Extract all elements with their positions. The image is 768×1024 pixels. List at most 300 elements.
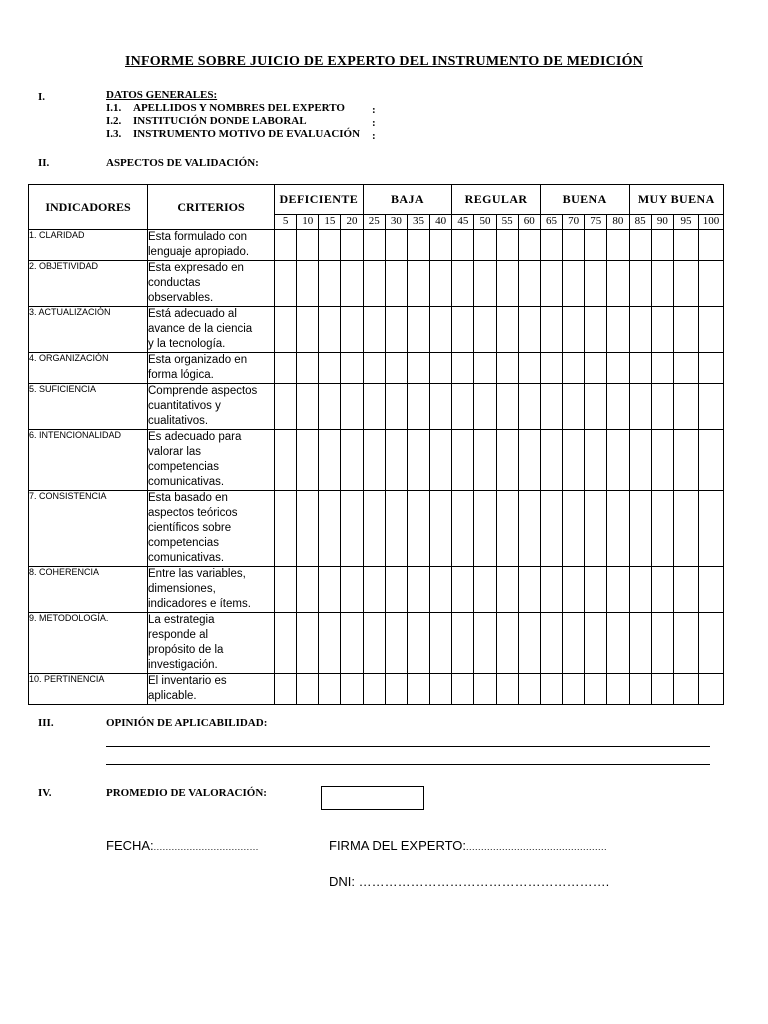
- dni-label: DNI:: [329, 874, 355, 889]
- score-cell[interactable]: [651, 384, 673, 430]
- indicator-cell: 2. OBJETIVIDAD: [29, 261, 148, 307]
- score-header: 20: [341, 215, 363, 230]
- score-cell[interactable]: [629, 307, 651, 353]
- score-cell[interactable]: [540, 430, 562, 491]
- criterion-line: avance de la ciencia: [148, 323, 253, 335]
- score-cell[interactable]: [540, 567, 562, 613]
- score-cell[interactable]: [385, 430, 407, 491]
- criterion-line: aspectos teóricos: [148, 507, 238, 519]
- score-cell[interactable]: [651, 430, 673, 491]
- criterion-line: El inventario es: [148, 675, 227, 687]
- score-cell[interactable]: [363, 307, 385, 353]
- score-cell[interactable]: [407, 674, 429, 705]
- score-cell[interactable]: [474, 491, 496, 567]
- criterion-line: investigación.: [148, 659, 218, 671]
- score-cell[interactable]: [496, 261, 518, 307]
- criterion-line: comunicativas.: [148, 476, 225, 488]
- score-cell[interactable]: [452, 230, 474, 261]
- score-cell[interactable]: [297, 430, 319, 491]
- score-header: 90: [651, 215, 673, 230]
- score-cell[interactable]: [474, 384, 496, 430]
- score-cell[interactable]: [585, 353, 607, 384]
- criterion-line: y la tecnología.: [148, 338, 226, 350]
- score-cell[interactable]: [673, 613, 698, 674]
- score-cell[interactable]: [585, 613, 607, 674]
- score-cell[interactable]: [275, 261, 297, 307]
- score-cell[interactable]: [275, 430, 297, 491]
- score-cell[interactable]: [474, 230, 496, 261]
- score-cell[interactable]: [452, 674, 474, 705]
- criterion-line: cuantitativos y: [148, 400, 221, 412]
- score-cell[interactable]: [452, 261, 474, 307]
- score-cell[interactable]: [430, 353, 452, 384]
- criterion-cell: [148, 230, 275, 261]
- score-header: 55: [496, 215, 518, 230]
- score-cell[interactable]: [407, 491, 429, 567]
- score-header: 85: [629, 215, 651, 230]
- table-row: [29, 307, 724, 353]
- criterion-line: conductas: [148, 277, 201, 289]
- criterion-line: competencias: [148, 461, 219, 473]
- score-cell[interactable]: [651, 491, 673, 567]
- score-cell[interactable]: [275, 674, 297, 705]
- score-cell[interactable]: [673, 261, 698, 307]
- score-cell[interactable]: [385, 230, 407, 261]
- score-cell[interactable]: [452, 430, 474, 491]
- score-cell[interactable]: [563, 307, 585, 353]
- score-cell[interactable]: [518, 307, 540, 353]
- score-cell[interactable]: [452, 353, 474, 384]
- score-cell[interactable]: [474, 613, 496, 674]
- score-cell[interactable]: [297, 674, 319, 705]
- score-cell[interactable]: [651, 567, 673, 613]
- score-cell[interactable]: [540, 613, 562, 674]
- score-cell[interactable]: [673, 430, 698, 491]
- score-cell[interactable]: [698, 613, 723, 674]
- score-cell[interactable]: [275, 567, 297, 613]
- criterion-line: forma lógica.: [148, 369, 214, 381]
- score-cell[interactable]: [363, 491, 385, 567]
- table-row: [29, 261, 724, 307]
- score-cell[interactable]: [540, 261, 562, 307]
- score-cell[interactable]: [297, 230, 319, 261]
- score-header: 45: [452, 215, 474, 230]
- fecha-field[interactable]: [106, 838, 259, 853]
- criterion-cell: [148, 430, 275, 491]
- score-cell[interactable]: [496, 430, 518, 491]
- score-cell[interactable]: [297, 261, 319, 307]
- institution-label: INSTITUCIÓN DONDE LABORAL: [133, 115, 307, 127]
- colon: :: [372, 130, 376, 142]
- score-cell[interactable]: [341, 491, 363, 567]
- score-cell[interactable]: [673, 491, 698, 567]
- item-code: I.1.: [106, 102, 122, 114]
- score-cell[interactable]: [319, 674, 341, 705]
- score-cell[interactable]: [518, 353, 540, 384]
- indicator-cell: 5. SUFICIENCIA: [29, 384, 148, 430]
- score-cell[interactable]: [698, 261, 723, 307]
- section-3-heading: OPINIÓN DE APLICABILIDAD:: [106, 717, 268, 729]
- item-code: I.3.: [106, 128, 122, 140]
- score-cell[interactable]: [540, 307, 562, 353]
- indicator-cell: 4. ORGANIZACIÓN: [29, 353, 148, 384]
- score-cell[interactable]: [363, 567, 385, 613]
- score-cell[interactable]: [496, 491, 518, 567]
- criterion-line: Es adecuado para: [148, 431, 242, 443]
- score-cell[interactable]: [496, 230, 518, 261]
- score-cell[interactable]: [607, 674, 629, 705]
- score-cell[interactable]: [385, 353, 407, 384]
- score-cell[interactable]: [430, 384, 452, 430]
- criterion-cell: [148, 613, 275, 674]
- score-cell[interactable]: [474, 353, 496, 384]
- criterion-line: Comprende aspectos: [148, 385, 258, 397]
- criterion-line: valorar las: [148, 446, 202, 458]
- score-cell[interactable]: [698, 307, 723, 353]
- score-cell[interactable]: [319, 307, 341, 353]
- score-cell[interactable]: [297, 384, 319, 430]
- score-cell[interactable]: [341, 430, 363, 491]
- score-cell[interactable]: [496, 567, 518, 613]
- score-cell[interactable]: [430, 261, 452, 307]
- score-cell[interactable]: [607, 430, 629, 491]
- firma-dots: ...............................................: [466, 842, 608, 852]
- score-cell[interactable]: [563, 230, 585, 261]
- score-cell[interactable]: [319, 430, 341, 491]
- score-cell[interactable]: [341, 384, 363, 430]
- score-cell[interactable]: [319, 613, 341, 674]
- score-cell[interactable]: [698, 674, 723, 705]
- score-cell[interactable]: [385, 491, 407, 567]
- score-cell[interactable]: [673, 384, 698, 430]
- score-cell[interactable]: [673, 353, 698, 384]
- score-cell[interactable]: [297, 491, 319, 567]
- score-cell[interactable]: [585, 674, 607, 705]
- score-header: 65: [540, 215, 562, 230]
- score-cell[interactable]: [430, 430, 452, 491]
- score-cell[interactable]: [319, 353, 341, 384]
- score-cell[interactable]: [698, 430, 723, 491]
- score-header: 95: [673, 215, 698, 230]
- score-cell[interactable]: [407, 567, 429, 613]
- criterion-line: Entre las variables,: [148, 568, 246, 580]
- header-criterios: CRITERIOS: [148, 185, 275, 230]
- score-cell[interactable]: [607, 613, 629, 674]
- score-cell[interactable]: [563, 613, 585, 674]
- score-cell[interactable]: [518, 261, 540, 307]
- score-cell[interactable]: [518, 674, 540, 705]
- score-cell[interactable]: [629, 353, 651, 384]
- score-cell[interactable]: [563, 261, 585, 307]
- score-cell[interactable]: [407, 430, 429, 491]
- score-header: 75: [585, 215, 607, 230]
- score-cell[interactable]: [629, 491, 651, 567]
- section-4-heading: PROMEDIO DE VALORACIÓN:: [106, 787, 267, 799]
- score-cell[interactable]: [275, 353, 297, 384]
- score-cell[interactable]: [698, 567, 723, 613]
- opinion-line-2[interactable]: [106, 764, 710, 765]
- score-cell[interactable]: [275, 384, 297, 430]
- score-cell[interactable]: [698, 230, 723, 261]
- score-cell[interactable]: [407, 230, 429, 261]
- score-cell[interactable]: [496, 353, 518, 384]
- indicator-cell: 10. PERTINENCIA: [29, 674, 148, 705]
- score-cell[interactable]: [607, 230, 629, 261]
- criterion-line: aplicable.: [148, 690, 197, 702]
- criterion-line: Esta expresado en: [148, 262, 244, 274]
- colon: :: [372, 117, 376, 129]
- score-cell[interactable]: [341, 353, 363, 384]
- score-cell[interactable]: [407, 353, 429, 384]
- score-cell[interactable]: [673, 567, 698, 613]
- score-cell[interactable]: [363, 384, 385, 430]
- score-header: 10: [297, 215, 319, 230]
- score-cell[interactable]: [385, 307, 407, 353]
- table-row: [29, 613, 724, 674]
- score-cell[interactable]: [275, 307, 297, 353]
- section-1-heading: DATOS GENERALES:: [106, 89, 218, 101]
- score-cell[interactable]: [518, 613, 540, 674]
- score-cell[interactable]: [651, 261, 673, 307]
- score-cell[interactable]: [430, 491, 452, 567]
- score-cell[interactable]: [319, 491, 341, 567]
- score-cell[interactable]: [385, 261, 407, 307]
- score-header: 25: [363, 215, 385, 230]
- score-cell[interactable]: [629, 261, 651, 307]
- score-header: 5: [275, 215, 297, 230]
- score-cell[interactable]: [629, 674, 651, 705]
- score-cell[interactable]: [518, 384, 540, 430]
- score-cell[interactable]: [563, 491, 585, 567]
- score-cell[interactable]: [363, 230, 385, 261]
- score-cell[interactable]: [629, 613, 651, 674]
- colon: :: [372, 104, 376, 116]
- score-cell[interactable]: [607, 567, 629, 613]
- score-cell[interactable]: [518, 230, 540, 261]
- score-cell[interactable]: [585, 430, 607, 491]
- score-header: 40: [430, 215, 452, 230]
- score-cell[interactable]: [607, 353, 629, 384]
- score-cell[interactable]: [430, 230, 452, 261]
- score-cell[interactable]: [585, 491, 607, 567]
- score-cell[interactable]: [341, 567, 363, 613]
- score-header: 50: [474, 215, 496, 230]
- score-header: 30: [385, 215, 407, 230]
- score-cell[interactable]: [563, 353, 585, 384]
- score-cell[interactable]: [452, 491, 474, 567]
- score-cell[interactable]: [275, 491, 297, 567]
- criterion-line: Está adecuado al: [148, 308, 237, 320]
- section-3-number: III.: [38, 717, 54, 729]
- score-cell[interactable]: [297, 567, 319, 613]
- score-cell[interactable]: [319, 230, 341, 261]
- firma-field[interactable]: [329, 838, 607, 853]
- score-cell[interactable]: [651, 307, 673, 353]
- score-header: 35: [407, 215, 429, 230]
- criterion-line: competencias: [148, 537, 219, 549]
- criterion-cell: [148, 384, 275, 430]
- criterion-line: observables.: [148, 292, 214, 304]
- score-cell[interactable]: [651, 674, 673, 705]
- item-code: I.2.: [106, 115, 122, 127]
- score-cell[interactable]: [385, 613, 407, 674]
- score-cell[interactable]: [319, 567, 341, 613]
- indicator-cell: 9. METODOLOGÍA.: [29, 613, 148, 674]
- criterion-line: Esta formulado con: [148, 231, 248, 243]
- indicator-cell: 7. CONSISTENCIA: [29, 491, 148, 567]
- score-cell[interactable]: [430, 307, 452, 353]
- score-cell[interactable]: [496, 674, 518, 705]
- score-cell[interactable]: [629, 430, 651, 491]
- score-cell[interactable]: [585, 384, 607, 430]
- table-row: [29, 353, 724, 384]
- score-cell[interactable]: [363, 353, 385, 384]
- score-cell[interactable]: [585, 567, 607, 613]
- score-cell[interactable]: [540, 230, 562, 261]
- header-muy-buena: MUY BUENA: [629, 185, 724, 215]
- score-cell[interactable]: [363, 613, 385, 674]
- score-cell[interactable]: [607, 261, 629, 307]
- score-cell[interactable]: [275, 230, 297, 261]
- score-cell[interactable]: [629, 567, 651, 613]
- score-cell[interactable]: [297, 613, 319, 674]
- score-cell[interactable]: [698, 384, 723, 430]
- criterion-line: Esta organizado en: [148, 354, 248, 366]
- score-cell[interactable]: [452, 384, 474, 430]
- score-cell[interactable]: [407, 384, 429, 430]
- score-cell[interactable]: [452, 567, 474, 613]
- score-cell[interactable]: [385, 567, 407, 613]
- score-cell[interactable]: [452, 307, 474, 353]
- criterion-line: propósito de la: [148, 644, 224, 656]
- score-cell[interactable]: [673, 230, 698, 261]
- score-cell[interactable]: [430, 567, 452, 613]
- score-cell[interactable]: [341, 613, 363, 674]
- score-cell[interactable]: [607, 491, 629, 567]
- dni-field[interactable]: [329, 874, 609, 889]
- score-cell[interactable]: [540, 353, 562, 384]
- criterion-cell: [148, 307, 275, 353]
- criterion-cell: [148, 567, 275, 613]
- score-cell[interactable]: [563, 674, 585, 705]
- score-cell[interactable]: [341, 261, 363, 307]
- expert-name-label: APELLIDOS Y NOMBRES DEL EXPERTO: [133, 102, 345, 114]
- score-cell[interactable]: [563, 384, 585, 430]
- score-cell[interactable]: [474, 567, 496, 613]
- score-cell[interactable]: [385, 674, 407, 705]
- table-row: [29, 567, 724, 613]
- score-cell[interactable]: [563, 430, 585, 491]
- score-cell[interactable]: [496, 384, 518, 430]
- score-cell[interactable]: [496, 613, 518, 674]
- instrument-label: INSTRUMENTO MOTIVO DE EVALUACIÓN: [133, 128, 361, 140]
- score-cell[interactable]: [363, 674, 385, 705]
- score-cell[interactable]: [363, 261, 385, 307]
- header-indicadores: INDICADORES: [29, 185, 148, 230]
- criterion-line: La estrategia: [148, 614, 215, 626]
- table-row: [29, 674, 724, 705]
- score-cell[interactable]: [673, 307, 698, 353]
- indicator-cell: 6. INTENCIONALIDAD: [29, 430, 148, 491]
- score-cell[interactable]: [430, 613, 452, 674]
- score-cell[interactable]: [698, 353, 723, 384]
- opinion-line-1[interactable]: [106, 746, 710, 747]
- score-cell[interactable]: [430, 674, 452, 705]
- section-1-number: I.: [38, 91, 46, 103]
- score-cell[interactable]: [319, 261, 341, 307]
- score-cell[interactable]: [496, 307, 518, 353]
- score-cell[interactable]: [607, 307, 629, 353]
- score-cell[interactable]: [407, 261, 429, 307]
- average-score-box[interactable]: [321, 786, 424, 810]
- section-4-number: IV.: [38, 787, 52, 799]
- section-2-number: II.: [38, 157, 50, 169]
- table-row: [29, 491, 724, 567]
- criterion-cell: [148, 674, 275, 705]
- score-cell[interactable]: [563, 567, 585, 613]
- score-cell[interactable]: [341, 674, 363, 705]
- fecha-label: FECHA:: [106, 838, 154, 853]
- score-cell[interactable]: [585, 261, 607, 307]
- section-2-heading: ASPECTOS DE VALIDACIÓN:: [106, 157, 259, 169]
- score-cell[interactable]: [341, 230, 363, 261]
- score-cell[interactable]: [651, 353, 673, 384]
- criterion-line: cualitativos.: [148, 415, 209, 427]
- score-cell[interactable]: [407, 307, 429, 353]
- score-cell[interactable]: [297, 353, 319, 384]
- criterion-cell: [148, 491, 275, 567]
- score-header: 70: [563, 215, 585, 230]
- criterion-line: indicadores e ítems.: [148, 598, 251, 610]
- score-cell[interactable]: [540, 674, 562, 705]
- score-cell[interactable]: [540, 491, 562, 567]
- score-cell[interactable]: [452, 613, 474, 674]
- score-cell[interactable]: [629, 230, 651, 261]
- score-cell[interactable]: [585, 230, 607, 261]
- score-cell[interactable]: [474, 430, 496, 491]
- score-cell[interactable]: [518, 567, 540, 613]
- score-cell[interactable]: [518, 491, 540, 567]
- score-cell[interactable]: [474, 261, 496, 307]
- firma-label: FIRMA DEL EXPERTO:: [329, 838, 467, 853]
- criterion-line: comunicativas.: [148, 552, 225, 564]
- score-cell[interactable]: [585, 307, 607, 353]
- fecha-dots: ...................................: [153, 842, 259, 852]
- score-cell[interactable]: [385, 384, 407, 430]
- score-cell[interactable]: [540, 384, 562, 430]
- score-cell[interactable]: [297, 307, 319, 353]
- score-cell[interactable]: [319, 384, 341, 430]
- score-cell[interactable]: [363, 430, 385, 491]
- header-deficiente: DEFICIENTE: [275, 185, 364, 215]
- score-cell[interactable]: [651, 230, 673, 261]
- score-cell[interactable]: [629, 384, 651, 430]
- score-cell[interactable]: [607, 384, 629, 430]
- score-cell[interactable]: [275, 613, 297, 674]
- criterion-line: responde al: [148, 629, 209, 641]
- score-cell[interactable]: [698, 491, 723, 567]
- score-cell[interactable]: [474, 674, 496, 705]
- table-row: [29, 384, 724, 430]
- score-cell[interactable]: [474, 307, 496, 353]
- score-cell[interactable]: [341, 307, 363, 353]
- score-cell[interactable]: [407, 613, 429, 674]
- score-cell[interactable]: [518, 430, 540, 491]
- score-cell[interactable]: [673, 674, 698, 705]
- header-buena: BUENA: [540, 185, 629, 215]
- header-baja: BAJA: [363, 185, 452, 215]
- score-cell[interactable]: [651, 613, 673, 674]
